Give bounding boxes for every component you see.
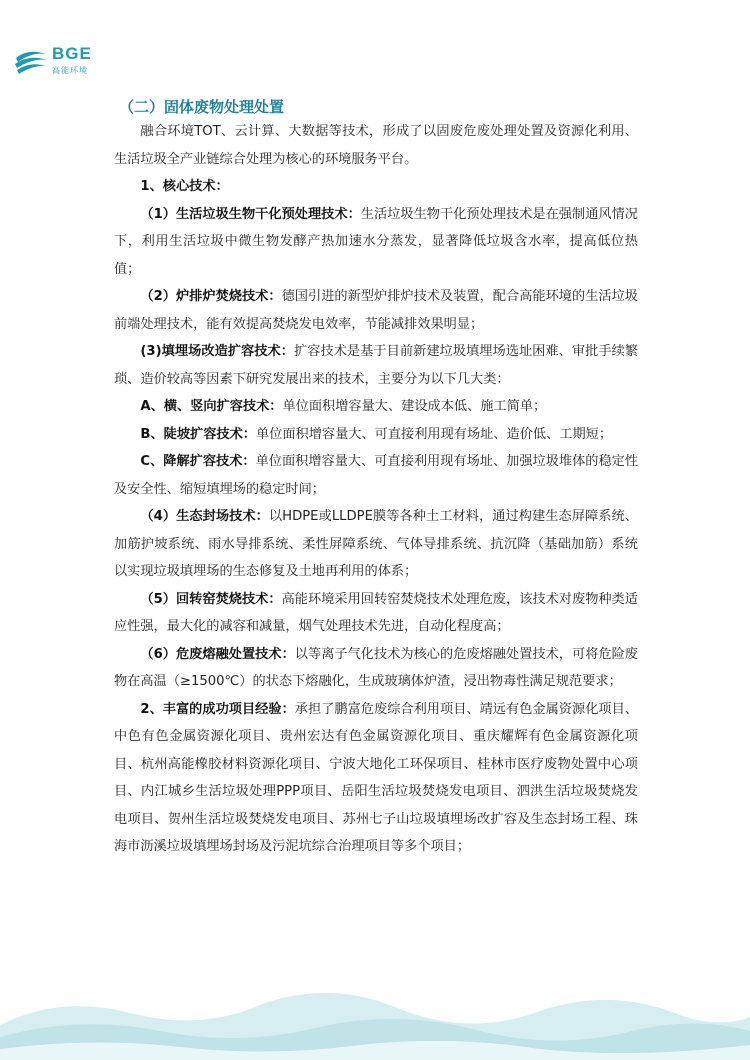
tech-item-text: 生活垃圾生物干化预处理技术是在强制通风情况下，利用生活垃圾中微生物发酵产热加速水分蒸发，显著降低垃圾含水率，提高低位热值；	[114, 206, 638, 277]
tech-item-text: 德国引进的新型炉排炉技术及装置，配合高能环境的生活垃圾前端处理技术，能有效提高焚烧发电效率，节能减排效果明显；	[114, 289, 638, 332]
logo-mark-icon	[14, 46, 48, 76]
document-body	[114, 118, 638, 861]
tech-item-3	[114, 338, 638, 393]
tech-item-text: 单位面积增容量大、可直接利用现有场址、加强垃圾堆体的稳定性及安全性、缩短填埋场的稳定时间；	[114, 454, 639, 497]
logo-text: BGE	[52, 44, 92, 63]
tech-item-label: （5）回转窑焚烧技术：	[140, 591, 282, 607]
tech-item-text: 单位面积增容量大、可直接利用现有场址、造价低、工期短；	[255, 426, 613, 442]
experience-label: 2、丰富的成功项目经验：	[140, 701, 295, 717]
tech-item-4	[114, 503, 638, 586]
tech-item-label: A、横、竖向扩容技术：	[140, 399, 283, 414]
tech-item-label: （1）生活垃圾生物干化预处理技术：	[140, 206, 361, 222]
experience-paragraph	[114, 696, 638, 861]
tech-item-text: 以HDPE或LLDPE膜等各种土工材料，通过构建生态屏障系统、加筋护坡系统、雨水导排系统、柔性屏障系统、气体导排系统、抗沉降（基础加筋）系统以实现垃圾填埋场的生态修复及土地再利用的体系；	[114, 509, 638, 579]
tech-item-2	[114, 283, 638, 338]
tech-item-label: C、降解扩容技术：	[140, 454, 256, 469]
tech-item-label: B、陡坡扩容技术：	[140, 426, 256, 442]
tech-item-label: （4）生态封场技术：	[140, 509, 269, 524]
tech-item-3b	[114, 421, 638, 449]
tech-item-label: (3)填埋场改造扩容技术：	[140, 344, 294, 359]
section-title: （二）固体废物处理处置	[119, 98, 285, 116]
company-logo	[14, 44, 124, 78]
tech-item-1	[114, 201, 638, 284]
tech-item-text: 单位面积增容量大、建设成本低、施工简单；	[282, 399, 547, 414]
experience-text: 承担了鹏富危废综合利用项目、靖远有色金属资源化项目、中色有色金属资源化项目、贵州宏达有色金属资源化项目、重庆耀辉有色金属资源化项目、杭州高能橡胶材料资源化项目、宁波大地化工环保项目、桂林市医疗废物处置中心项目、内江城乡生活垃圾处理PPP项目、岳阳生活垃圾焚烧发电项目、泗洪生活垃圾焚烧发电项目、贺州生活垃圾焚烧发电项目、苏州七子山垃圾填埋场改扩容及生态封场工程、珠海市沥溪垃圾填埋场封场及污泥坑综合治理项目等多个项目；	[114, 701, 638, 854]
tech-item-text: 高能环境采用回转窑焚烧技术处理危废，该技术对废物种类适应性强，最大化的减容和减量，烟气处理技术先进，自动化程度高；	[114, 591, 638, 634]
tech-item-5	[114, 586, 638, 641]
tech-item-label: （6）危废熔融处置技术：	[140, 646, 295, 662]
tech-item-3a	[114, 393, 638, 421]
tech-item-3c	[114, 448, 638, 503]
intro-paragraph: 融合环境TOT、云计算、大数据等技术，形成了以固废危废处理处置及资源化利用、生活垃圾全产业链综合处理为核心的环境服务平台。	[114, 124, 638, 167]
footer-wave-decoration	[0, 965, 750, 1060]
tech-item-label: （2）炉排炉焚烧技术：	[140, 289, 282, 304]
tech-item-6	[114, 641, 638, 696]
tech-item-text: 以等离子气化技术为核心的危废熔融处置技术，可将危险废物在高温（≥1500℃）的状态下熔融化，生成玻璃体炉渣，浸出物毒性满足规范要求；	[114, 646, 638, 689]
core-heading: 1、核心技术：	[140, 179, 229, 194]
tech-item-text: 扩容技术是基于目前新建垃圾填埋场选址困难、审批手续繁琐、造价较高等因素下研究发展出来的技术，主要分为以下几大类：	[114, 344, 639, 387]
logo-subtext: 高能环境	[52, 66, 88, 75]
